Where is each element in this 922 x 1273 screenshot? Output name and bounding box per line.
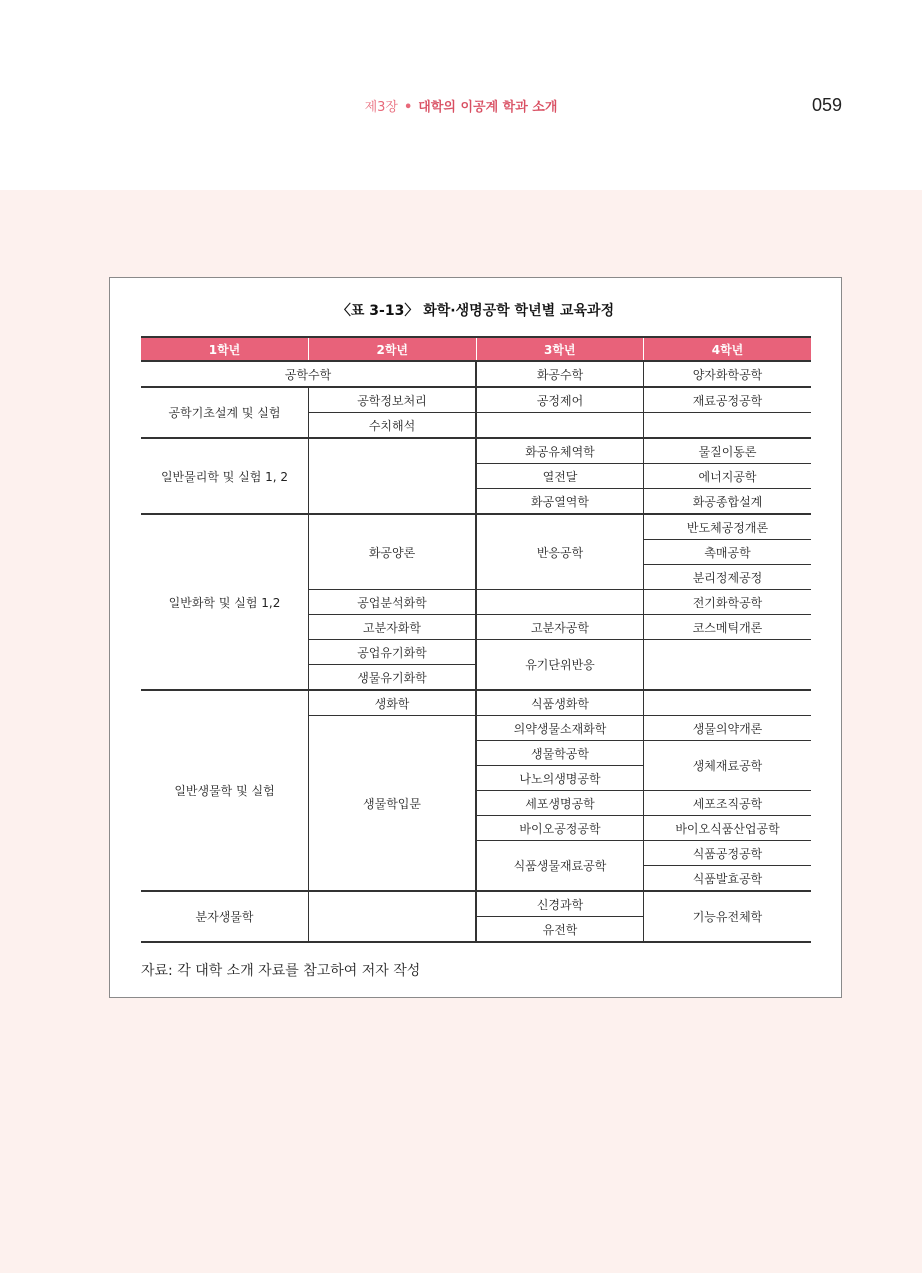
table-cell: 물질이동론: [644, 438, 812, 464]
table-cell: 열전달: [476, 464, 644, 489]
page-number: 059: [811, 95, 842, 115]
table-cell: 반도체공정개론: [644, 514, 812, 540]
table-row: [141, 891, 811, 917]
source-note: 자료: 각 대학 소개 자료를 참고하여 저자 작성: [141, 963, 421, 979]
table-cell-empty: [476, 590, 644, 615]
table-cell: 재료공정공학: [644, 387, 812, 413]
table-cell: 수치해석: [309, 413, 477, 439]
table-cell: 일반생물학 및 실험: [141, 690, 309, 891]
table-cell: 신경과학: [476, 891, 644, 917]
bullet-separator: •: [403, 100, 413, 115]
table-cell: 공학기초설계 및 실험: [141, 387, 309, 438]
chapter-label: 제3장: [364, 100, 398, 115]
table-cell-empty: [476, 413, 644, 439]
table-cell: 화공양론: [309, 514, 477, 590]
table-cell-empty: [644, 690, 812, 716]
column-header-year2: 2학년: [309, 337, 477, 361]
table-cell: 일반물리학 및 실험 1, 2: [141, 438, 309, 514]
table-row: [141, 387, 811, 413]
table-cell: 바이오식품산업공학: [644, 816, 812, 841]
table-cell: 식품발효공학: [644, 866, 812, 892]
table-cell: 유기단위반응: [476, 640, 644, 691]
table-cell-empty: [309, 891, 477, 942]
table-cell: 화공수학: [476, 361, 644, 387]
table-cell: 화공유체역학: [476, 438, 644, 464]
table-cell: 양자화학공학: [644, 361, 812, 387]
table-row: [141, 361, 811, 387]
table-cell: 에너지공학: [644, 464, 812, 489]
table-caption: 〈표 3-13〉 화학·생명공학 학년별 교육과정: [336, 303, 615, 319]
table-cell: 전기화학공학: [644, 590, 812, 615]
table-cell: 촉매공학: [644, 540, 812, 565]
table-cell: 분리정제공정: [644, 565, 812, 590]
table-cell: 기능유전체학: [644, 891, 812, 942]
table-cell: 생물학공학: [476, 741, 644, 766]
table-cell: 공학정보처리: [309, 387, 477, 413]
table-cell: 의약생물소재화학: [476, 716, 644, 741]
table-cell: 생물의약개론: [644, 716, 812, 741]
table-cell: 바이오공정공학: [476, 816, 644, 841]
table-cell: 유전학: [476, 917, 644, 943]
table-row: [141, 438, 811, 464]
section-label: 대학의 이공계 학과 소개: [418, 100, 558, 115]
table-cell: 공업유기화학: [309, 640, 477, 665]
column-header-year1: 1학년: [141, 337, 309, 361]
page-header: [0, 0, 922, 190]
table-box: [109, 277, 842, 998]
table-cell: 공정제어: [476, 387, 644, 413]
table-cell: 생물학입문: [309, 716, 477, 892]
table-row: [141, 514, 811, 540]
table-cell: 식품공정공학: [644, 841, 812, 866]
table-cell: 생체재료공학: [644, 741, 812, 791]
column-header-year4: 4학년: [644, 337, 812, 361]
column-header-year3: 3학년: [476, 337, 644, 361]
table-cell: 공학수학: [141, 361, 476, 387]
table-cell: 세포조직공학: [644, 791, 812, 816]
curriculum-table: [141, 336, 811, 943]
table-cell: 공업분석화학: [309, 590, 477, 615]
table-cell: 고분자화학: [309, 615, 477, 640]
table-cell-empty: [644, 413, 812, 439]
table-cell: 식품생물재료공학: [476, 841, 644, 892]
table-cell: 생물유기화학: [309, 665, 477, 691]
table-cell: 일반화학 및 실험 1,2: [141, 514, 309, 690]
table-cell: 화공열역학: [476, 489, 644, 515]
table-cell: 식품생화학: [476, 690, 644, 716]
table-row: [141, 690, 811, 716]
table-cell-empty: [644, 640, 812, 691]
table-cell: 나노의생명공학: [476, 766, 644, 791]
table-cell: 세포생명공학: [476, 791, 644, 816]
running-title: [0, 96, 922, 115]
table-cell: 반응공학: [476, 514, 644, 590]
table-cell-empty: [309, 438, 477, 514]
table-cell: 분자생물학: [141, 891, 309, 942]
table-header-row: [141, 337, 811, 361]
table-cell: 생화학: [309, 690, 477, 716]
table-cell: 고분자공학: [476, 615, 644, 640]
table-cell: 코스메틱개론: [644, 615, 812, 640]
table-cell: 화공종합설계: [644, 489, 812, 515]
